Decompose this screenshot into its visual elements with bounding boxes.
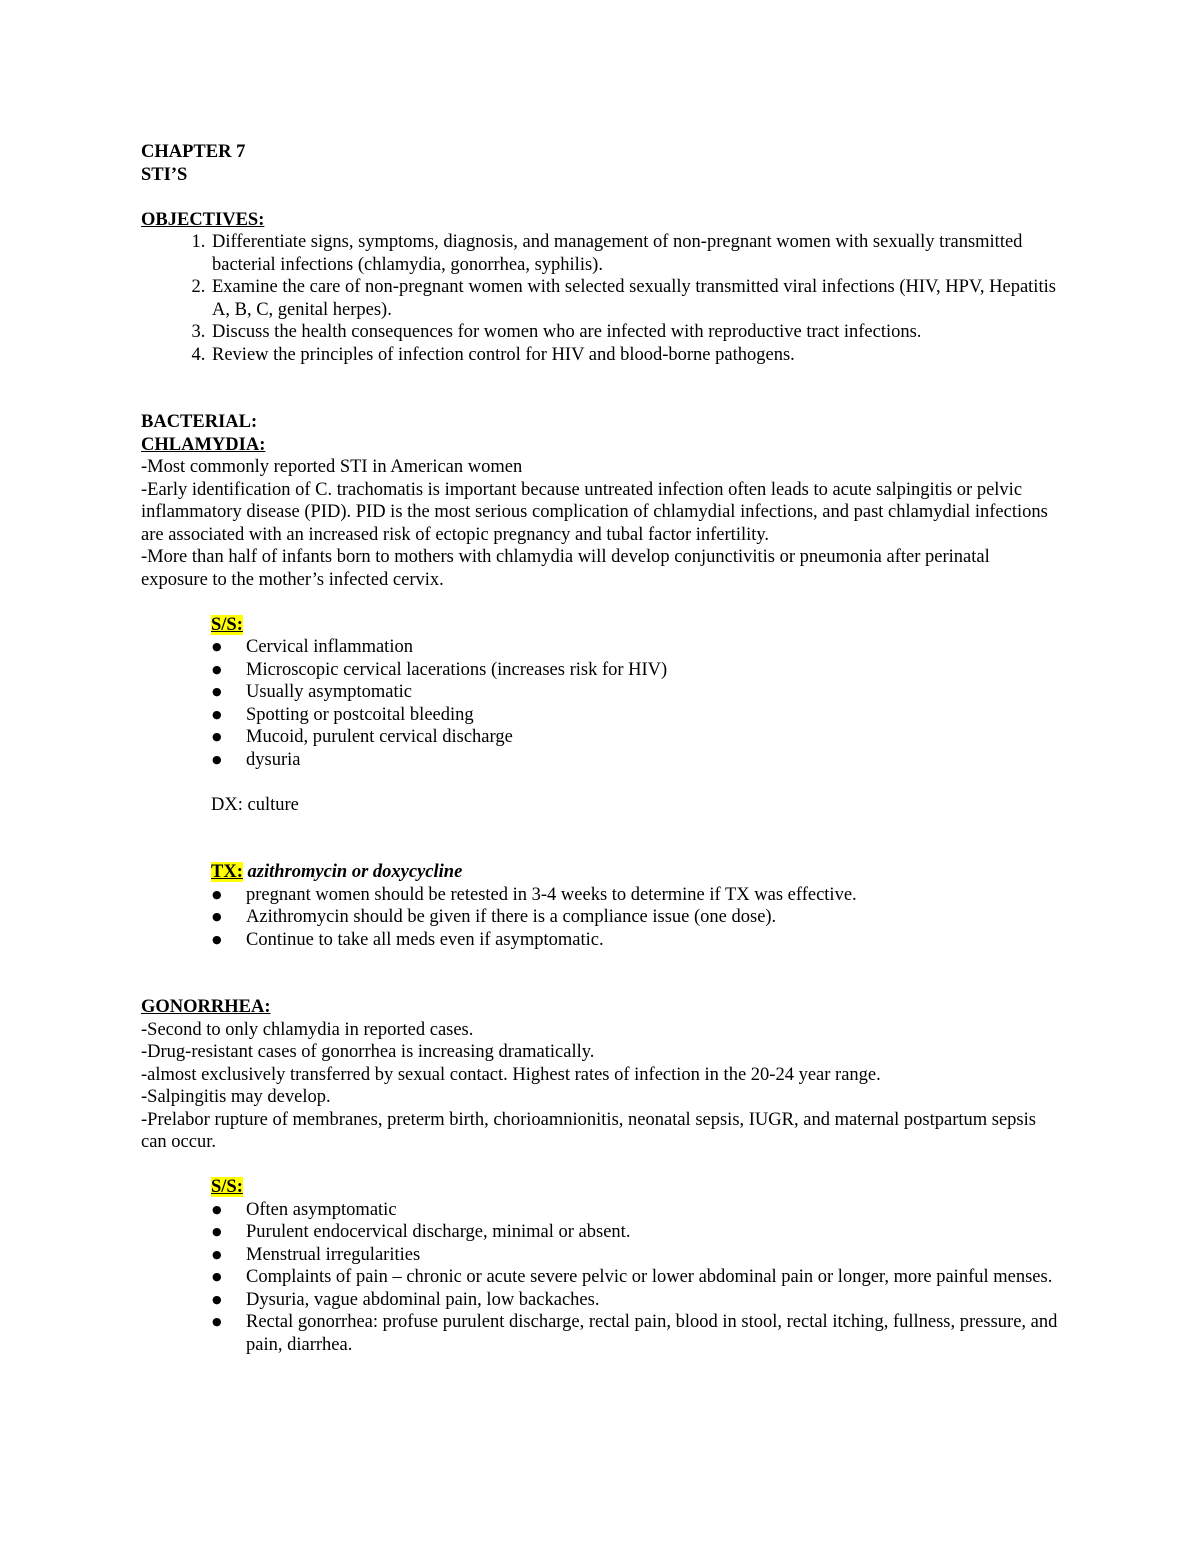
chlamydia-tx-label: TX:: [211, 862, 243, 882]
chlamydia-paragraph: -Most commonly reported STI in American women: [141, 457, 523, 477]
gonorrhea-paragraph: -Drug-resistant cases of gonorrhea is increasing dramatically.: [141, 1042, 595, 1062]
objectives-list: [141, 231, 1061, 366]
list-item: ● dysuria: [246, 749, 1061, 772]
gonorrhea-symptoms-section: [211, 1176, 1061, 1356]
chlamydia-tx-drugs: azithromycin or doxycycline: [247, 862, 463, 882]
list-item: ● Complaints of pain – chronic or acute severe pelvic or lower abdominal pain or longer, more painful menses.: [246, 1266, 1061, 1289]
gonorrhea-symptoms-list: [211, 1199, 1061, 1357]
objective-item: 2. Examine the care of non-pregnant women with selected sexually transmitted viral infections (HIV, HPV, Hepatitis A, B, C, genital herpes).: [210, 276, 1061, 321]
list-item: ● Purulent endocervical discharge, minimal or absent.: [246, 1221, 1061, 1244]
gonorrhea-paragraph: -Salpingitis may develop.: [141, 1087, 331, 1107]
chlamydia-tx-list: [211, 884, 1061, 952]
gonorrhea-paragraph: -Prelabor rupture of membranes, preterm birth, chorioamnionitis, neonatal sepsis, IUGR, and maternal postpartum sepsis can occur.: [141, 1109, 1036, 1152]
list-item: ● Cervical inflammation: [246, 636, 1061, 659]
list-item: ● Spotting or postcoital bleeding: [246, 704, 1061, 727]
list-item: ● Often asymptomatic: [246, 1199, 1061, 1222]
objective-item: 3. Discuss the health consequences for women who are infected with reproductive tract infections.: [210, 321, 1061, 344]
list-item: ● Continue to take all meds even if asymptomatic.: [246, 929, 1061, 952]
chlamydia-dx: DX: culture: [211, 794, 299, 815]
list-item: ● Menstrual irregularities: [246, 1244, 1061, 1267]
bacterial-heading: BACTERIAL:: [141, 412, 258, 432]
list-item: ● Dysuria, vague abdominal pain, low backaches.: [246, 1289, 1061, 1312]
list-item: ● Azithromycin should be given if there is a compliance issue (one dose).: [246, 906, 1061, 929]
chlamydia-symptoms-section: [211, 614, 1061, 952]
list-item: ● Rectal gonorrhea: profuse purulent discharge, rectal pain, blood in stool, rectal itching, fullness, pressure, and pain, diarrhea.: [246, 1311, 1061, 1356]
list-item: ● Usually asymptomatic: [246, 681, 1061, 704]
chapter-subject: STI’S: [141, 164, 188, 185]
gonorrhea-heading: GONORRHEA:: [141, 997, 271, 1017]
objective-item: 1. Differentiate signs, symptoms, diagnosis, and management of non-pregnant women with sexually transmitted bacterial infections (chlamydia, gonorrhea, syphilis).: [210, 231, 1061, 276]
chlamydia-paragraph: -More than half of infants born to mothers with chlamydia will develop conjunctivitis or pneumonia after perinatal exposure to the mother’s infected cervix.: [141, 547, 990, 590]
objectives-heading: OBJECTIVES:: [141, 209, 265, 230]
chlamydia-ss-label: S/S:: [211, 614, 243, 635]
list-item: ● pregnant women should be retested in 3-4 weeks to determine if TX was effective.: [246, 884, 1061, 907]
gonorrhea-ss-label: S/S:: [211, 1177, 243, 1197]
list-item: ● Microscopic cervical lacerations (increases risk for HIV): [246, 659, 1061, 682]
chlamydia-heading: CHLAMYDIA:: [141, 434, 266, 455]
chlamydia-paragraph: -Early identification of C. trachomatis is important because untreated infection often leads to acute salpingitis or pelvic inflammatory disease (PID). PID is the most serious complication of chlamydial infections, and past chlamydial infections are associated with an increased risk of ectopic pregnancy and tubal factor infertility.: [141, 479, 1048, 545]
chapter-title: CHAPTER 7: [141, 142, 246, 162]
document-body: [141, 141, 1061, 1356]
chlamydia-symptoms-list: [211, 636, 1061, 771]
gonorrhea-paragraph: -almost exclusively transferred by sexual contact. Highest rates of infection in the 20-24 year range.: [141, 1064, 881, 1085]
list-item: ● Mucoid, purulent cervical discharge: [246, 726, 1061, 749]
objective-item: 4. Review the principles of infection control for HIV and blood-borne pathogens.: [210, 344, 1061, 367]
gonorrhea-paragraph: -Second to only chlamydia in reported cases.: [141, 1019, 474, 1040]
